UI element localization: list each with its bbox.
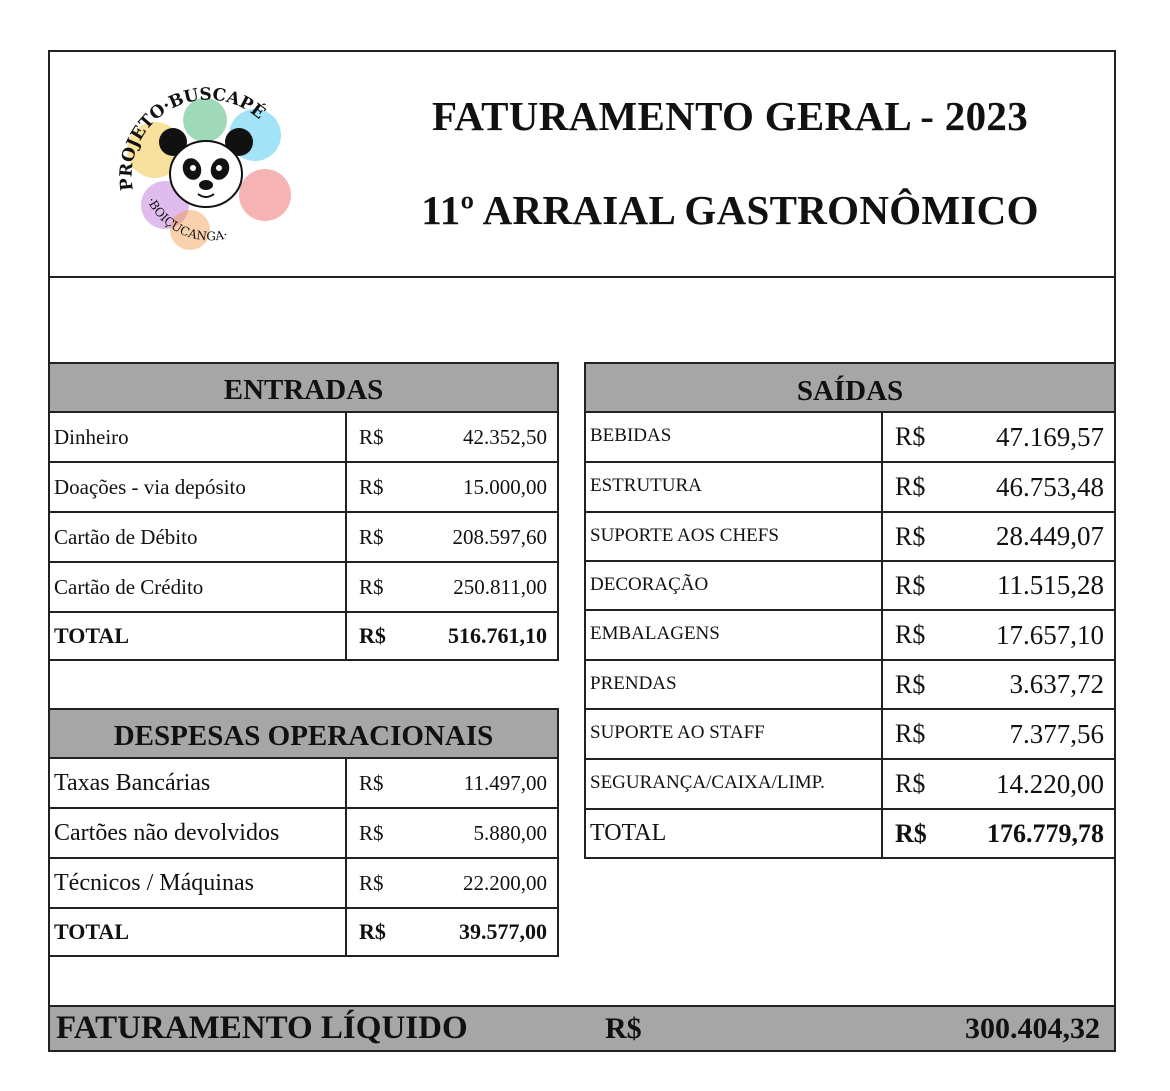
row-value: 5.880,00 bbox=[473, 820, 547, 845]
total-row bbox=[586, 810, 1114, 857]
row-value: 22.200,00 bbox=[463, 870, 547, 895]
row-label: SUPORTE AO STAFF bbox=[590, 722, 765, 743]
row-label: SUPORTE AOS CHEFS bbox=[590, 525, 779, 546]
row-label: EMBALAGENS bbox=[590, 623, 720, 644]
row-value: 7.377,56 bbox=[1009, 718, 1104, 749]
entradas-header: ENTRADAS bbox=[50, 364, 557, 413]
table-row bbox=[50, 809, 557, 859]
despesas-header: DESPESAS OPERACIONAIS bbox=[50, 710, 557, 759]
projeto-buscape-logo bbox=[105, 80, 310, 255]
row-currency: R$ bbox=[345, 463, 384, 511]
table-row bbox=[586, 513, 1114, 562]
table-row bbox=[50, 759, 557, 809]
document-title: FATURAMENTO GERAL - 2023 bbox=[431, 93, 1029, 139]
net-revenue-label: FATURAMENTO LÍQUIDO bbox=[56, 1010, 468, 1046]
event-subtitle: 11º ARRAIAL GASTRONÔMICO bbox=[421, 187, 1039, 233]
row-value: 3.637,72 bbox=[1009, 669, 1104, 699]
row-label: PRENDAS bbox=[590, 673, 677, 694]
row-value: 208.597,60 bbox=[452, 524, 547, 549]
row-label: Taxas Bancárias bbox=[54, 769, 211, 796]
row-value: 11.515,28 bbox=[997, 570, 1104, 600]
total-label: TOTAL bbox=[54, 623, 129, 648]
row-currency: R$ bbox=[881, 513, 925, 560]
table-row bbox=[50, 563, 557, 613]
row-label: BEBIDAS bbox=[590, 425, 672, 446]
table-row bbox=[586, 760, 1114, 810]
row-value: 47.169,57 bbox=[996, 421, 1104, 452]
row-label: ESTRUTURA bbox=[590, 475, 702, 496]
row-value: 28.449,07 bbox=[996, 521, 1104, 551]
net-revenue-currency: R$ bbox=[605, 1011, 642, 1045]
total-value: 39.577,00 bbox=[459, 919, 547, 944]
table-row bbox=[586, 413, 1114, 463]
table-row bbox=[586, 463, 1114, 513]
row-currency: R$ bbox=[881, 463, 925, 511]
total-currency: R$ bbox=[345, 613, 386, 659]
row-label: Técnicos / Máquinas bbox=[54, 869, 254, 896]
row-currency: R$ bbox=[881, 760, 925, 808]
total-row bbox=[50, 909, 557, 955]
table-row bbox=[586, 710, 1114, 760]
row-value: 46.753,48 bbox=[996, 471, 1104, 502]
row-currency: R$ bbox=[881, 710, 925, 758]
row-currency: R$ bbox=[345, 759, 384, 807]
row-label: Cartão de Débito bbox=[54, 524, 198, 549]
row-currency: R$ bbox=[881, 661, 925, 708]
despesas-table bbox=[48, 708, 559, 957]
table-row bbox=[586, 661, 1114, 710]
logo-bottom-text: ·BOIÇUCANGA· bbox=[144, 195, 229, 244]
saidas-table bbox=[584, 362, 1116, 859]
table-row bbox=[50, 413, 557, 463]
total-label: TOTAL bbox=[54, 919, 129, 944]
table-row bbox=[586, 611, 1114, 661]
row-currency: R$ bbox=[881, 611, 925, 659]
row-label: SEGURANÇA/CAIXA/LIMP. bbox=[590, 772, 825, 793]
row-label: DECORAÇÃO bbox=[590, 574, 709, 595]
saidas-header: SAÍDAS bbox=[586, 364, 1114, 413]
total-value: 176.779,78 bbox=[987, 818, 1104, 848]
row-value: 42.352,50 bbox=[463, 424, 547, 449]
logo-top-text: PROJETO·BUSCAPÉ bbox=[116, 84, 269, 192]
row-label: Cartões não devolvidos bbox=[54, 819, 280, 846]
row-label: Dinheiro bbox=[54, 424, 129, 449]
row-value: 14.220,00 bbox=[996, 768, 1104, 799]
row-currency: R$ bbox=[881, 562, 925, 609]
row-currency: R$ bbox=[345, 413, 384, 461]
table-row bbox=[50, 513, 557, 563]
row-currency: R$ bbox=[345, 563, 384, 611]
row-currency: R$ bbox=[345, 809, 384, 857]
row-currency: R$ bbox=[881, 413, 925, 461]
row-currency: R$ bbox=[345, 859, 384, 907]
table-row bbox=[50, 463, 557, 513]
row-value: 15.000,00 bbox=[463, 474, 547, 499]
net-revenue-bar bbox=[48, 1005, 1116, 1052]
entradas-table bbox=[48, 362, 559, 661]
row-label: Cartão de Crédito bbox=[54, 574, 204, 599]
net-revenue-value: 300.404,32 bbox=[965, 1011, 1100, 1045]
total-row bbox=[50, 613, 557, 659]
total-currency: R$ bbox=[881, 810, 927, 857]
table-row bbox=[586, 562, 1114, 611]
row-currency: R$ bbox=[345, 513, 384, 561]
table-row bbox=[50, 859, 557, 909]
row-value: 11.497,00 bbox=[463, 770, 547, 795]
total-label: TOTAL bbox=[590, 820, 667, 846]
row-value: 17.657,10 bbox=[996, 619, 1104, 650]
row-value: 250.811,00 bbox=[453, 574, 547, 599]
total-currency: R$ bbox=[345, 909, 386, 955]
row-label: Doações - via depósito bbox=[54, 474, 246, 499]
total-value: 516.761,10 bbox=[448, 623, 547, 648]
